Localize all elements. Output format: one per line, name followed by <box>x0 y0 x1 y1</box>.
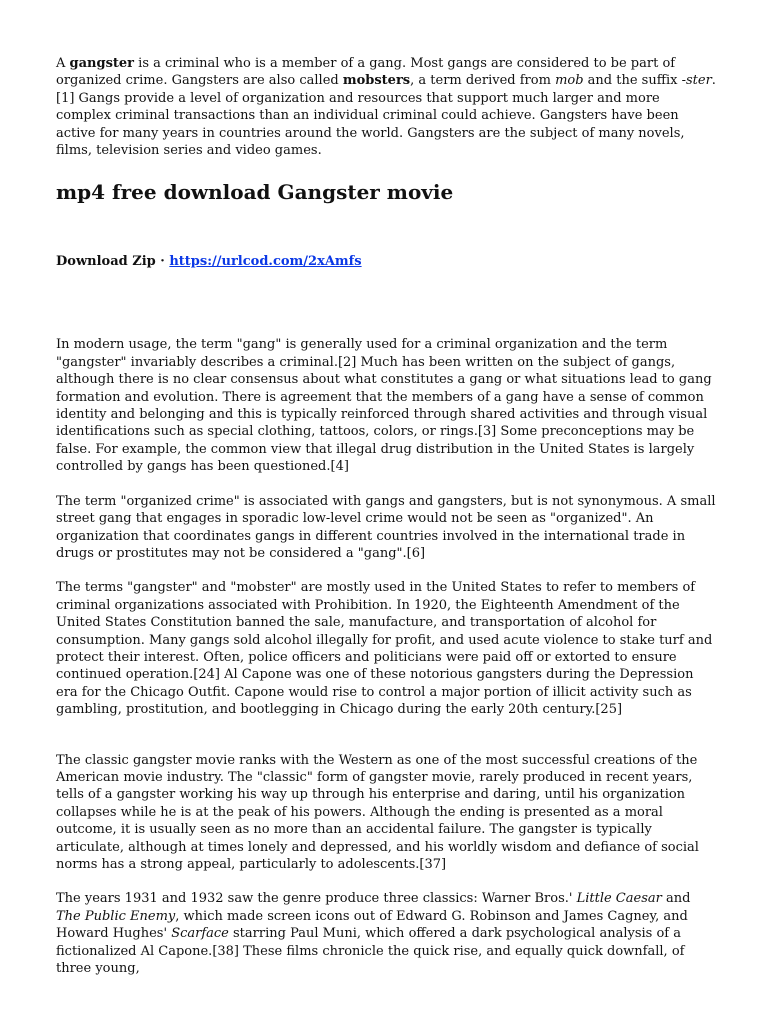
page-title: mp4 free download Gangster movie <box>56 180 454 205</box>
body-text: , which made screen icons out of Edward G. Robinson and James Cagney, and Howard Hughes' <box>56 908 688 942</box>
intro-text: is a criminal who is a member of a gang. Most gangs are considered to be part of organized crime. Gangsters are also called <box>56 56 676 89</box>
body-text: starring Paul Muni, which offered a dark psychological analysis of a fictionalized Al Capone.[38] These films chronicle the quick rise, and equally quick downfall, of three young, <box>56 926 685 977</box>
intro-text: and the suffix - <box>583 73 686 89</box>
term-mob: mob <box>555 73 584 89</box>
intro-text: .[1] Gangs provide a level of organization and resources that support much larger and more complex criminal transactions than an individual criminal could achieve. Gangsters have been active for many years in countries around the world. Gangsters are the subject of many novels, films, television series and video games. <box>56 73 716 159</box>
download-label: Download Zip <box>56 254 161 270</box>
film-title-little-caesar: Little Caesar <box>576 891 662 907</box>
body-text: and <box>661 891 691 907</box>
body-text: The years 1931 and 1932 saw the genre produce three classics: Warner Bros.' <box>56 891 577 907</box>
document-page <box>56 55 716 994</box>
film-title-scarface: Scarface <box>171 926 229 942</box>
term-mobsters: mobsters <box>342 73 411 89</box>
body-paragraph-gang-usage: In modern usage, the term "gang" is generally used for a criminal organization and the term "gangster" invariably describes a criminal.[2] Much has been written on the subject of gangs, although there is no clear consensus about what constitutes a gang or what situations lead to gang formation and evolution. There is agreement that the members of a gang have a sense of common identity and belonging and this is typically reinforced through shared activities and through visual identifications such as special clothing, tattoos, colors, or rings.[3] Some preconceptions may be false. For example, the common view that illegal drug distribution in the United States is largely controlled by gangs has been questioned.[4] <box>56 337 712 475</box>
body-paragraph-classic-movie: The classic gangster movie ranks with the Western as one of the most successful creations of the American movie industry. The "classic" form of gangster movie, rarely produced in recent years, tells of a gangster working his way up through his enterprise and daring, until his organization collapses while he is at the peak of his powers. Although the ending is presented as a moral outcome, it is usually seen as no more than an accidental failure. The gangster is typically articulate, although at times lonely and depressed, and his worldly wisdom and defiance of social norms has a strong appeal, particularly to adolescents.[37] <box>56 752 699 872</box>
term-gangster: gangster <box>69 56 135 71</box>
intro-paragraph <box>56 55 716 159</box>
film-title-public-enemy: The Public Enemy <box>56 908 176 924</box>
download-separator: · <box>160 254 170 270</box>
intro-text: , a term derived from <box>410 73 556 89</box>
term-ster: ster <box>685 73 712 89</box>
body-paragraph-classics-1931 <box>56 890 716 977</box>
download-link[interactable]: https://urlcod.com/2xAmfs <box>169 254 362 270</box>
download-line <box>56 253 716 270</box>
intro-text: A <box>56 56 70 71</box>
body-paragraph-prohibition: The terms "gangster" and "mobster" are mostly used in the United States to refer to members of criminal organizations associated with Prohibition. In 1920, the Eighteenth Amendment of the United States Constitution banned the sale, manufacture, and transportation of alcohol for consumption. Many gangs sold alcohol illegally for profit, and used acute violence to stake turf and protect their interest. Often, police officers and politicians were paid off or extorted to ensure continued operation.[24] Al Capone was one of these notorious gangsters during the Depression era for the Chicago Outfit. Capone would rise to control a major portion of illicit activity such as gambling, prostitution, and bootlegging in Chicago during the early 20th century.[25] <box>56 580 713 718</box>
body-paragraph-organized-crime: The term "organized crime" is associated with gangs and gangsters, but is not synonymous. A small street gang that engages in sporadic low-level crime would not be seen as "organized". An organization that coordinates gangs in different countries involved in the international trade in drugs or prostitutes may not be considered a "gang".[6] <box>56 493 716 561</box>
